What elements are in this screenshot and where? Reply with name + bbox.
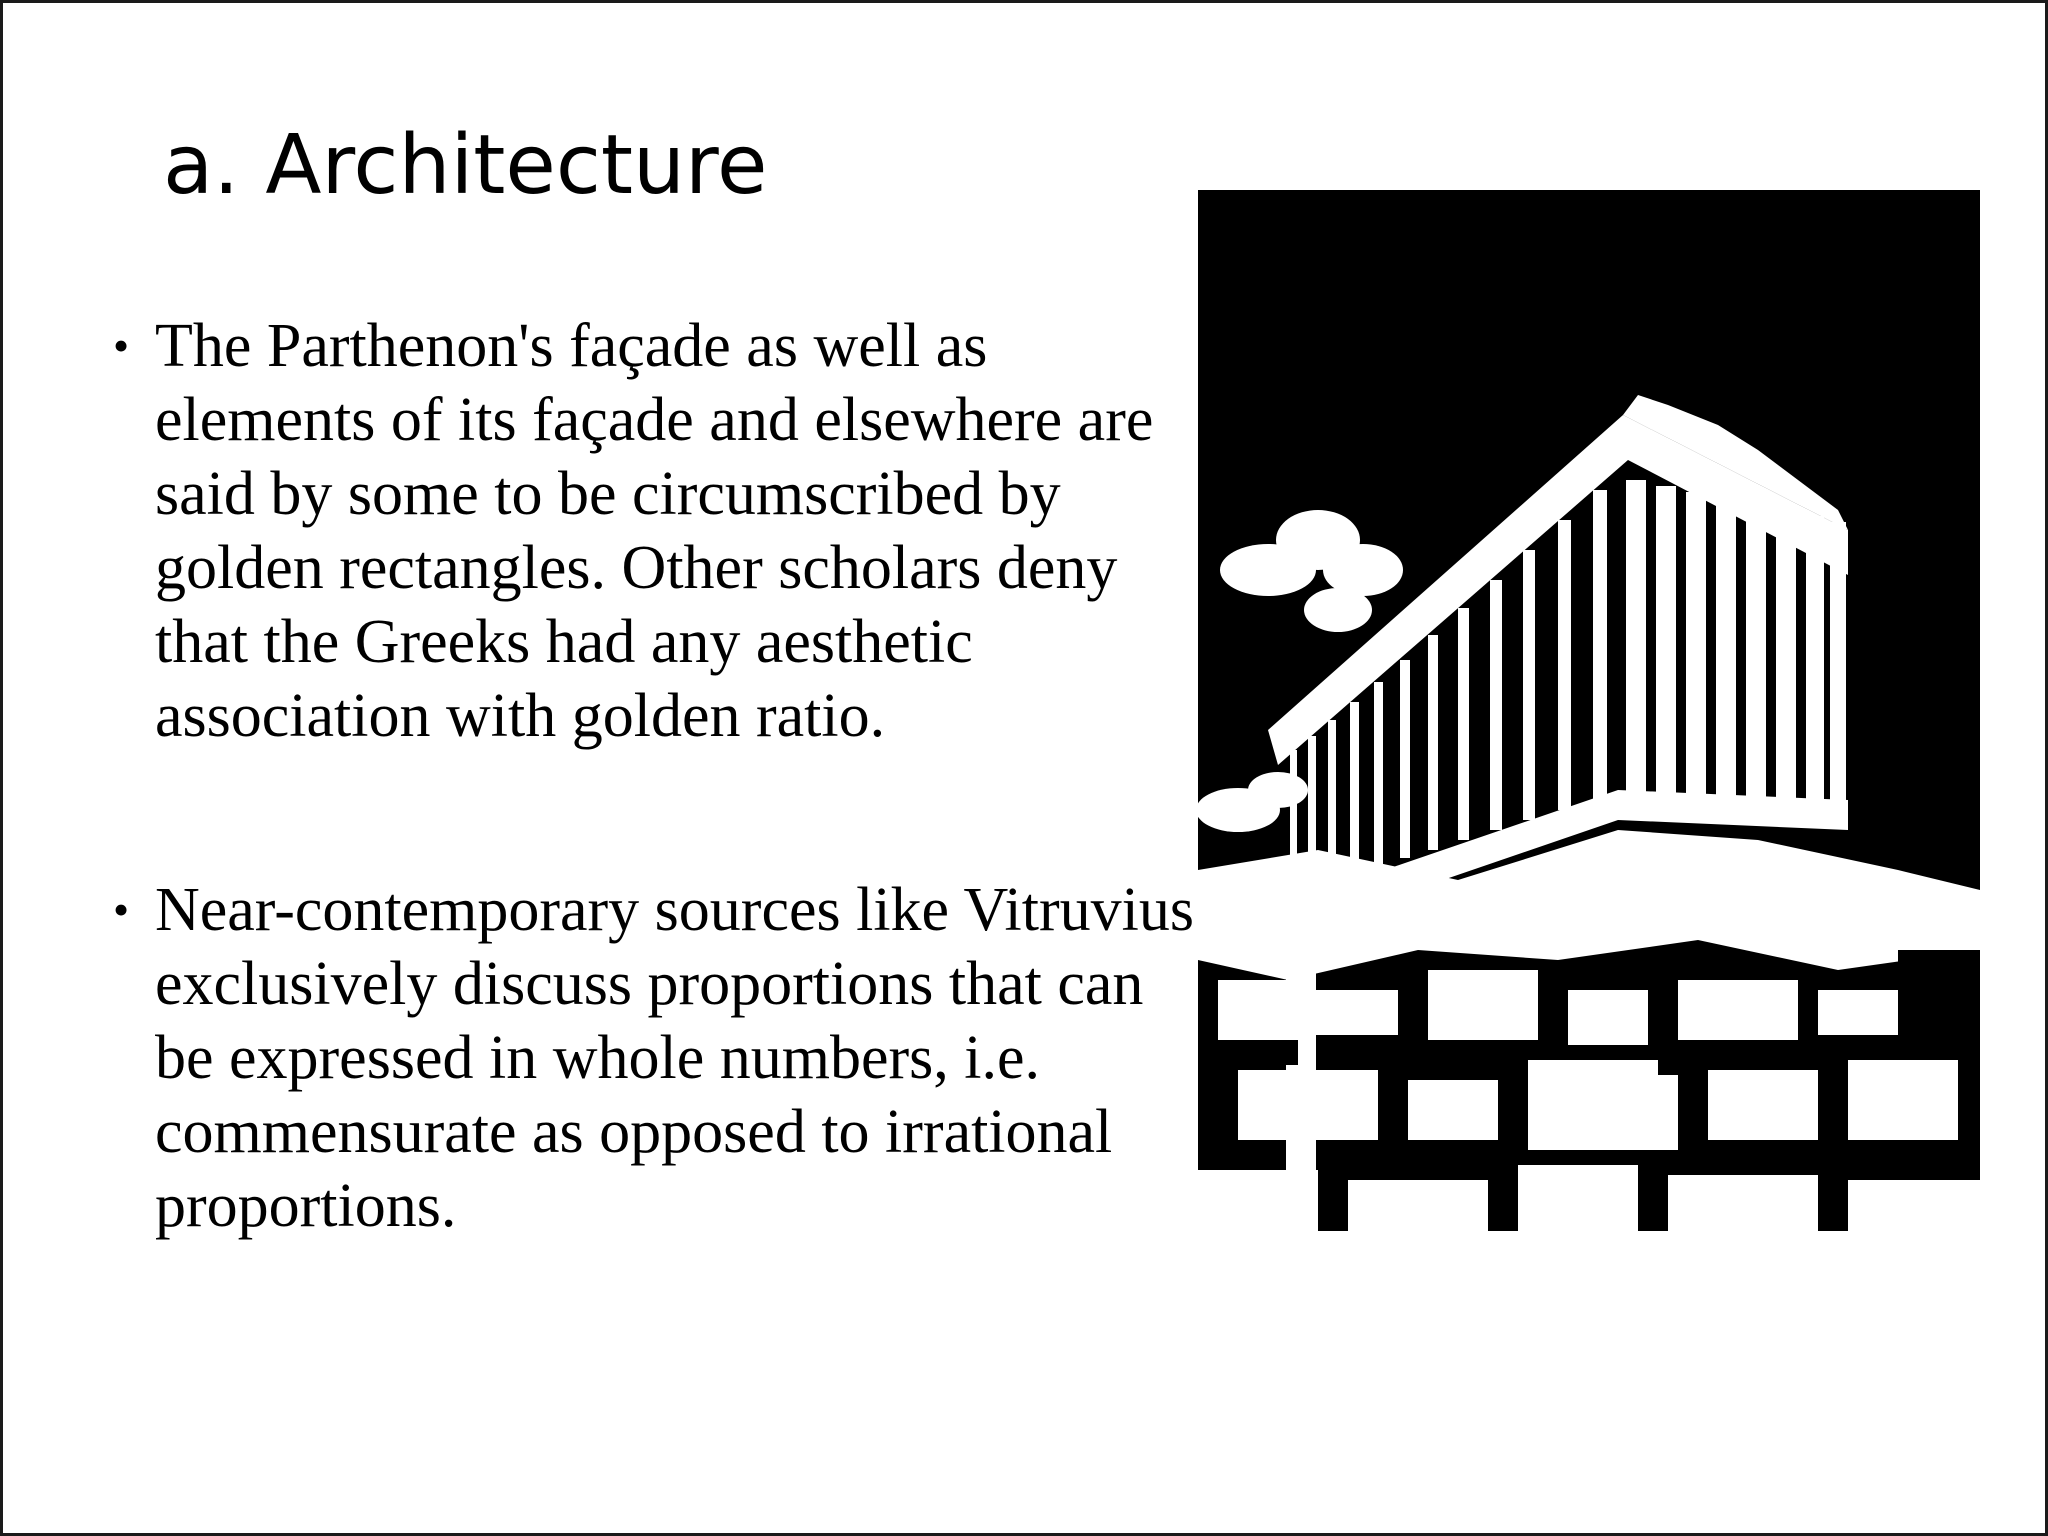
bullet-text: The Parthenon's façade as well as elements of its façade and elsewhere are said by some to be circumscribed by golden rectangles. Other scholars deny that the Greeks had any aesthetic association with golden ratio. <box>155 312 1154 750</box>
parthenon-photo <box>1198 190 1980 1231</box>
bullet-item <box>113 873 1198 1243</box>
slide-title: a. Architecture <box>163 118 768 213</box>
bullet-text: Near-contemporary sources like Vitruvius exclusively discuss proportions that can be expressed in whole numbers, i.e. commensurate as opposed to irrational proportions. <box>155 876 1194 1240</box>
bullet-list <box>113 309 1198 1243</box>
bullet-marker: • <box>113 884 130 935</box>
temple-columns <box>1626 480 1846 810</box>
bullet-item <box>113 309 1198 753</box>
bullet-marker: • <box>113 320 130 371</box>
parthenon-image <box>1198 190 1980 1231</box>
